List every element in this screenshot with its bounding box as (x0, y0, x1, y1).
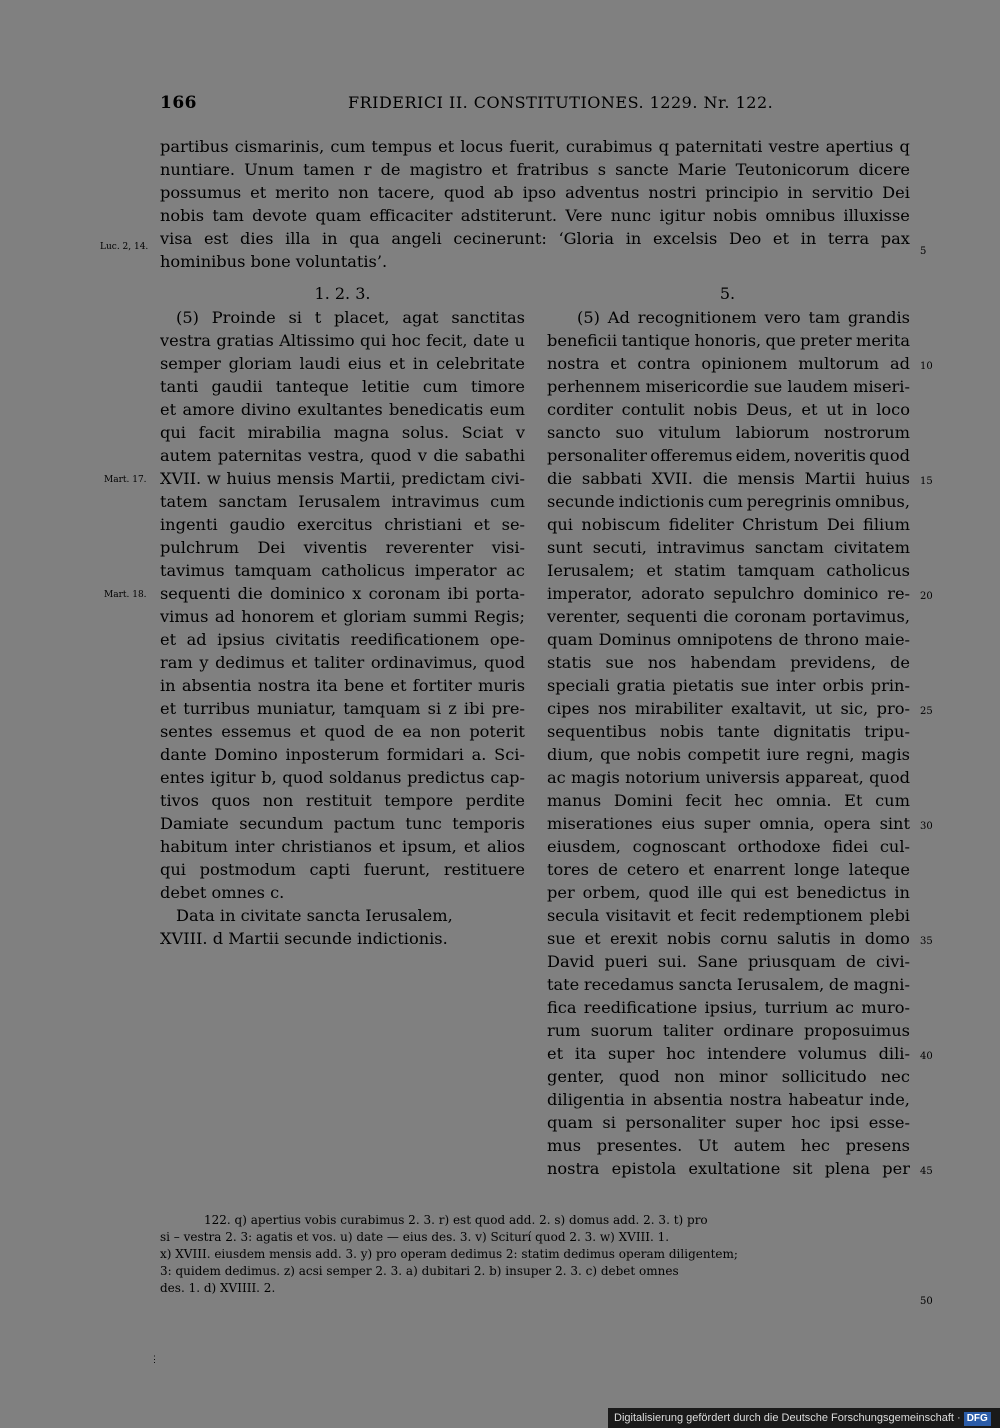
text-line: dium, que nobis competit iure regni, magis (547, 745, 910, 764)
text-line: sequentibus nobis tante dignitatis tripu- (547, 722, 910, 741)
text-line: cipes nos mirabiliter exaltavit, ut sic, pro- (547, 699, 910, 718)
footnotes (160, 1212, 912, 1312)
text-line: hominibus bone voluntatis’. (160, 252, 388, 271)
text-line: entes igitur b, quod soldanus predictus cap- (160, 768, 525, 787)
text-line: genter, quod non minor sollicitudo nec (547, 1067, 910, 1086)
text-line: Data in civitate sancta Ierusalem, (176, 906, 453, 925)
text-line: mus presentes. Ut autem hec presens (547, 1136, 910, 1155)
text-line: manus Domini fecit hec omnia. Et cum (547, 791, 910, 810)
text-line: habitum inter christianos et ipsum, et alios (160, 837, 525, 856)
text-line: possumus et merito non tacere, quod ab ipso adventus nostri principio in servitio Dei (160, 183, 910, 202)
text-line: partibus cismarinis, cum tempus et locus fuerit, curabimus q paternitati vestre apertius q (160, 137, 910, 156)
footnote-line: x) XVIII. eiusdem mensis add. 3. y) pro operam dedimus 2: statim dedimus operam diligentem; (160, 1247, 738, 1261)
text-line: et turribus muniatur, tamquam si z ibi pre- (160, 699, 525, 718)
footer-bar (608, 1408, 1000, 1428)
margin-note-mart-17: Mart. 17. (104, 475, 147, 485)
text-line: speciali gratia pietatis sue inter orbis prin- (547, 676, 910, 695)
line-number: 20 (920, 591, 933, 602)
line-number: 30 (920, 821, 933, 832)
page-number: 166 (160, 93, 197, 113)
text-line: quam si personaliter super hoc ipsi esse- (547, 1113, 910, 1132)
text-line: diligentia in absentia nostra habeatur inde, (547, 1090, 910, 1109)
text-line: corditer contulit nobis Deus, et ut in loco (547, 400, 910, 419)
text-line: qui facit mirabilia magna solus. Sciat v (160, 423, 525, 442)
text-line: qui postmodum capti fuerunt, restituere (160, 860, 525, 879)
text-line: XVIII. d Martii secunde indictionis. (160, 929, 448, 948)
text-line: fica reedificatione ipsius, turrium ac muro- (547, 998, 910, 1017)
text-line: nostra et contra opinionem multorum ad (547, 354, 910, 373)
text-line: visa est dies illa in qua angeli cecinerunt: ‘Gloria in excelsis Deo et in terra pax (160, 229, 910, 248)
text-line: personaliter offeremus eidem, noveritis quod (547, 446, 910, 465)
left-column-heading: 1. 2. 3. (314, 284, 371, 303)
footnote-line: des. 1. d) XVIIII. 2. (160, 1281, 276, 1295)
text-line: per orbem, quod ille qui est benedictus in (547, 883, 910, 902)
text-line: XVII. w huius mensis Martii, predictam civi- (160, 469, 525, 488)
dfg-logo: DFG (964, 1412, 991, 1426)
text-line: statis sue nos habendam previdens, de (547, 653, 910, 672)
text-line: tate recedamus sancta Ierusalem, de magni- (547, 975, 910, 994)
text-line: tavimus tamquam catholicus imperator ac (160, 561, 525, 580)
text-line: qui nobiscum fideliter Christum Dei filium (547, 515, 910, 534)
text-line: miserationes eius super omnia, opera sint (547, 814, 910, 833)
text-line: eiusdem, cognoscant orthodoxe fidei cul- (547, 837, 910, 856)
text-line: secula visitavit et fecit redemptionem plebi (547, 906, 910, 925)
text-line: sue et erexit nobis cornu salutis in domo (547, 929, 910, 948)
line-number: 40 (920, 1051, 933, 1062)
text-line: debet omnes c. (160, 883, 285, 902)
text-line: tanti gaudii tanteque letitie cum timore (160, 377, 525, 396)
line-number: 5 (920, 246, 927, 257)
line-number: 50 (920, 1296, 933, 1307)
text-line: et amore divino exultantes benedicatis eum (160, 400, 525, 419)
footer-text: Digitalisierung gefördert durch die Deutsche Forschungsgemeinschaft · (614, 1412, 961, 1424)
text-line: vimus ad honorem et gloriam summi Regis; (160, 607, 525, 626)
line-number: 15 (920, 476, 933, 487)
text-line: David pueri sui. Sane priusquam de civi- (547, 952, 910, 971)
right-column-heading: 5. (719, 284, 736, 303)
text-line: sentes essemus et quod de ea non poterit (160, 722, 525, 741)
text-line: semper gloriam laudi eius et in celebritate (160, 354, 525, 373)
line-number: 35 (920, 936, 933, 947)
text-line: (5) Ad recognitionem vero tam grandis (577, 308, 910, 327)
text-line: sequenti die dominico x coronam ibi porta- (160, 584, 525, 603)
text-line: (5) Proinde si t placet, agat sanctitas (176, 308, 525, 327)
text-line: ingenti gaudio exercitus christiani et se- (160, 515, 525, 534)
footnote-line: 122. q) apertius vobis curabimus 2. 3. r) est quod add. 2. s) domus add. 2. 3. t) pro (204, 1213, 708, 1227)
running-title: FRIDERICI II. CONSTITUTIONES. 1229. Nr. 122. (348, 93, 774, 112)
text-line: Damiate secundum pactum tunc temporis (160, 814, 525, 833)
text-line: perhennem misericordie sue laudem miseri- (547, 377, 910, 396)
text-line: vestra gratias Altissimo qui hoc fecit, date u (160, 331, 525, 350)
footnote-line: si – vestra 2. 3: agatis et vos. u) date — eius des. 3. v) Sciturí quod 2. 3. w) XVIII. 1. (160, 1230, 670, 1244)
text-line: et ad ipsius civitatis reedificationem ope- (160, 630, 525, 649)
line-number: 10 (920, 361, 933, 372)
text-line: rum suorum taliter ordinare proposuimus (547, 1021, 910, 1040)
text-line: nuntiare. Unum tamen r de magistro et fratribus s sancte Marie Teutonicorum dicere (160, 160, 910, 179)
text-line: nostra epistola exultatione sit plena per (547, 1159, 910, 1178)
line-number: 45 (920, 1166, 933, 1177)
text-line: verenter, sequenti die coronam portavimus, (547, 607, 910, 626)
text-line: autem paternitas vestra, quod v die sabathi (160, 446, 525, 465)
text-line: dante Domino inposterum formidari a. Sci- (160, 745, 525, 764)
text-line: nobis tam devote quam efficaciter adstiterunt. Vere nunc igitur nobis omnibus illuxisse (160, 206, 910, 225)
text-line: ac magis notorium universis appareat, quod (547, 768, 910, 787)
text-line: die sabbati XVII. die mensis Martii huius (547, 469, 910, 488)
text-line: sancto suo vitulum labiorum nostrorum (547, 423, 910, 442)
footnote-line: 3: quidem dedimus. z) acsi semper 2. 3. a) dubitari 2. b) insuper 2. 3. c) debet omnes (160, 1264, 679, 1278)
line-number: 25 (920, 706, 933, 717)
margin-note-mart-18: Mart. 18. (104, 590, 147, 600)
text-line: sunt secuti, intravimus sanctam civitatem (547, 538, 910, 557)
text-line: et ita super hoc intendere volumus dili- (547, 1044, 910, 1063)
text-line: tatem sanctam Ierusalem intravimus cum (160, 492, 525, 511)
text-line: tivos quos non restituit tempore perdite (160, 791, 525, 810)
text-line: imperator, adorato sepulchro dominico re- (547, 584, 910, 603)
page-header (160, 93, 912, 117)
text-line: in absentia nostra ita bene et fortiter muris (160, 676, 525, 695)
text-line: pulchrum Dei viventis reverenter visi- (160, 538, 525, 557)
text-line: Ierusalem; et statim tamquam catholicus (547, 561, 910, 580)
text-line: tores de cetero et enarrent longe lateque (547, 860, 910, 879)
text-line: ram y dedimus et taliter ordinavimus, quod (160, 653, 525, 672)
margin-note-luc: Luc. 2, 14. (100, 242, 149, 252)
page-marker: ⋮ (150, 1355, 159, 1365)
text-line: beneficii tantique honoris, que preter merita (547, 331, 910, 350)
text-line: quam Dominus omnipotens de throno maie- (547, 630, 910, 649)
text-line: secunde indictionis cum peregrinis omnibus, (547, 492, 910, 511)
